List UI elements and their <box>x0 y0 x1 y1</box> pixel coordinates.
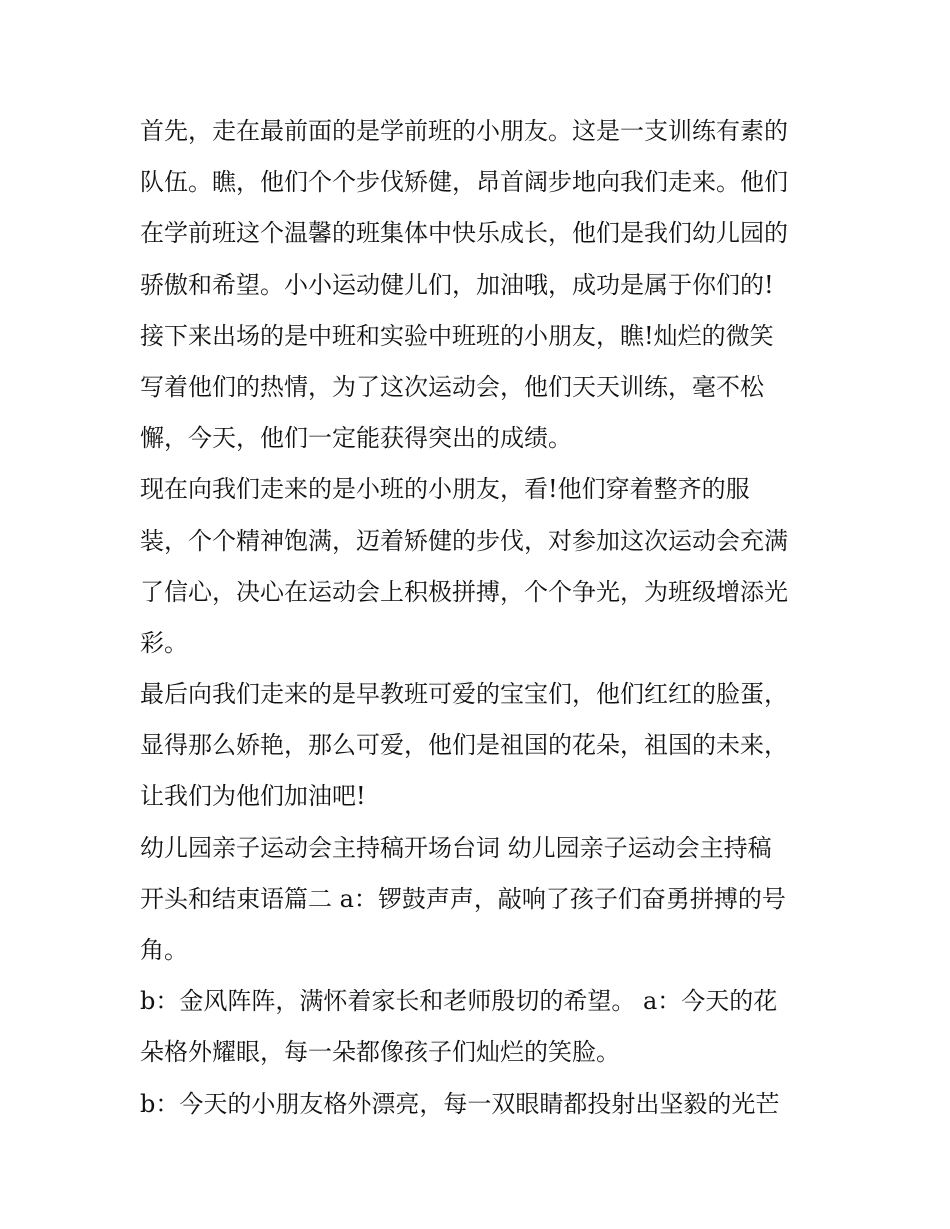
text-line: 队伍。瞧，他们个个步伐矫健，昂首阔步地向我们走来。他们 <box>140 168 788 197</box>
text-line: 彩。 <box>140 628 188 657</box>
text-line: 显得那么娇艳，那么可爱，他们是祖国的花朵，祖国的未来， <box>140 731 788 760</box>
text-line: 角。 <box>140 936 188 964</box>
document-body <box>140 106 820 1130</box>
text-line: b：金风阵阵，满怀着家长和老师殷切的希望。 a：今天的花 <box>140 987 778 1016</box>
text-line: b：今天的小朋友格外漂亮，每一双眼睛都投射出坚毅的光芒 <box>140 1089 780 1118</box>
text-line: 了信心，决心在运动会上积极拼搏，个个争光，为班级增添光 <box>140 577 788 606</box>
text-line: 装，个个精神饱满，迈着矫健的步伐，对参加这次运动会充满 <box>140 526 788 555</box>
text-line: 写着他们的热情，为了这次运动会，他们天天训练，毫不松 <box>140 372 764 401</box>
text-line: 让我们为他们加油吧! <box>140 782 366 811</box>
text-line: 幼儿园亲子运动会主持稿开场台词 幼儿园亲子运动会主持稿 <box>140 833 772 862</box>
text-line: 现在向我们走来的是小班的小朋友，看!他们穿着整齐的服 <box>140 475 750 504</box>
text-line: 最后向我们走来的是早教班可爱的宝宝们，他们红红的脸蛋， <box>140 680 788 709</box>
text-line: 骄傲和希望。小小运动健儿们，加油哦，成功是属于你们的! <box>140 270 774 299</box>
text-line: 在学前班这个温馨的班集体中快乐成长，他们是我们幼儿园的 <box>140 219 788 248</box>
text-line: 首先，走在最前面的是学前班的小朋友。这是一支训练有素的 <box>140 117 788 145</box>
text-line: 接下来出场的是中班和实验中班班的小朋友，瞧!灿烂的微笑 <box>140 321 774 350</box>
text-line: 朵格外耀眼，每一朵都像孩子们灿烂的笑脸。 <box>140 1038 620 1067</box>
text-line: 懈，今天，他们一定能获得突出的成绩。 <box>140 424 572 453</box>
text-line: 开头和结束语篇二 a：锣鼓声声，敲响了孩子们奋勇拼搏的号 <box>140 884 786 913</box>
